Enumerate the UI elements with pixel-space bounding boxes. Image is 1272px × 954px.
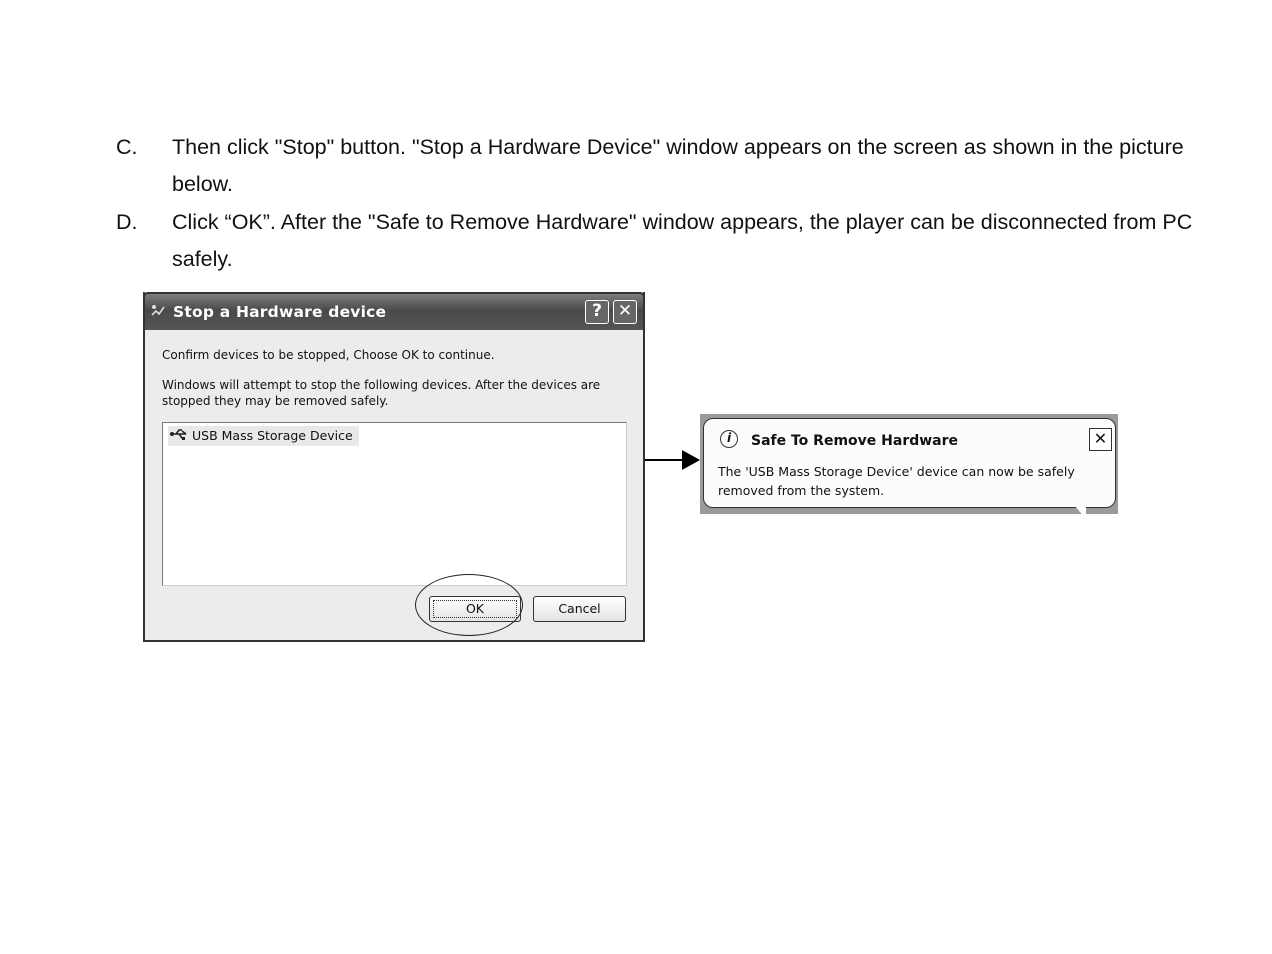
arrow-line xyxy=(645,459,687,461)
balloon-message: The 'USB Mass Storage Device' device can now be safely removed from the system. xyxy=(718,464,1075,498)
step-c xyxy=(116,129,1196,203)
balloon-tail xyxy=(1074,505,1086,514)
usb-icon xyxy=(170,427,192,447)
step-d xyxy=(116,204,1196,278)
attempt-text: Windows will attempt to stop the following devices. After the devices are stopped they may be removed safely. xyxy=(162,378,601,408)
list-item[interactable] xyxy=(168,426,359,446)
close-button[interactable]: ✕ xyxy=(613,300,637,324)
stop-hardware-dialog xyxy=(143,292,645,642)
info-icon: i xyxy=(720,430,738,448)
step-letter: C. xyxy=(116,135,138,159)
step-text: Click “OK”. After the "Safe to Remove Hardware" window appears, the player can be disconnected from PC safely. xyxy=(172,210,1193,271)
step-letter: D. xyxy=(116,210,138,234)
ok-label: OK xyxy=(465,601,485,616)
hardware-icon xyxy=(150,303,168,319)
arrow-head-icon xyxy=(682,450,700,470)
balloon-screenshot xyxy=(700,414,1118,514)
help-button[interactable]: ? xyxy=(585,300,609,324)
step-text: Then click "Stop" button. "Stop a Hardware Device" window appears on the screen as shown in the picture below. xyxy=(172,135,1184,196)
cancel-button[interactable]: Cancel xyxy=(533,596,626,622)
device-name: USB Mass Storage Device xyxy=(192,428,353,443)
device-list[interactable] xyxy=(162,422,627,586)
balloon-title: Safe To Remove Hardware xyxy=(751,433,959,449)
dialog-title: Stop a Hardware device xyxy=(173,303,387,321)
ok-button[interactable] xyxy=(429,596,521,622)
safe-remove-balloon[interactable] xyxy=(703,418,1116,508)
dialog-titlebar[interactable] xyxy=(143,292,645,330)
confirm-text: Confirm devices to be stopped, Choose OK to continue. xyxy=(162,348,495,362)
close-icon[interactable]: ✕ xyxy=(1089,428,1112,451)
